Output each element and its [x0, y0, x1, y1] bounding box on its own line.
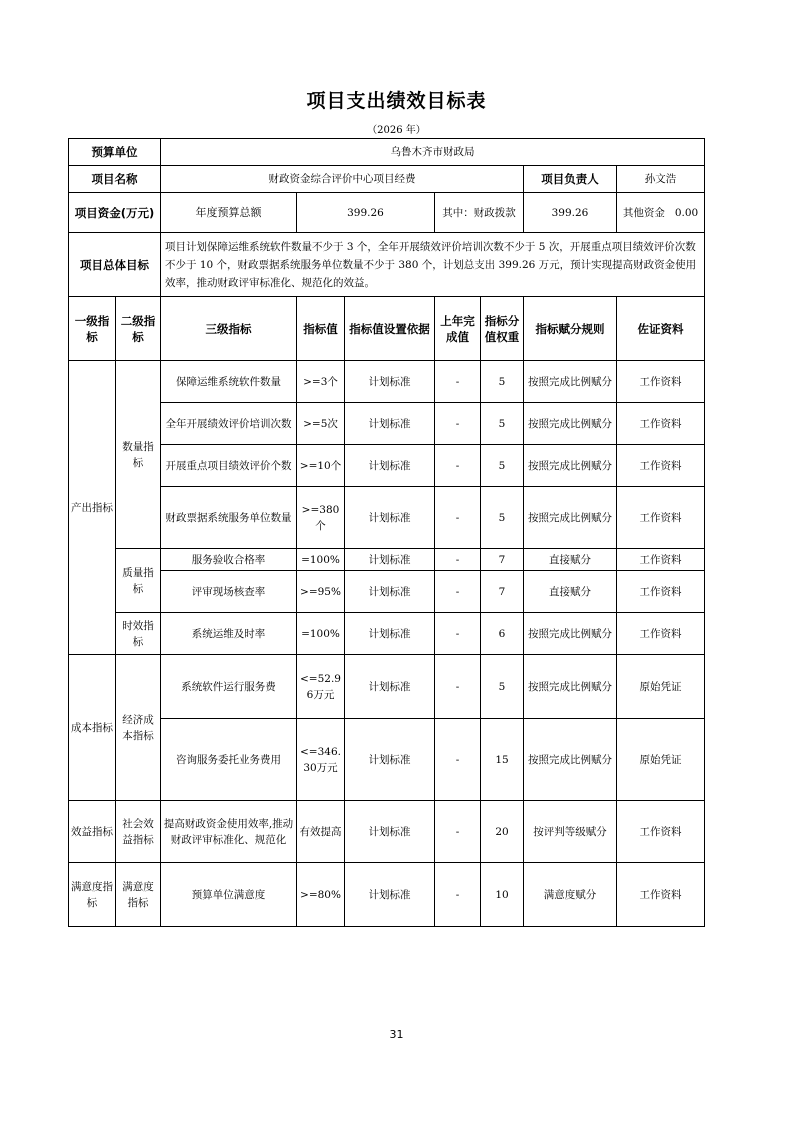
level2-timeliness: 时效指标: [116, 613, 161, 655]
indicator-evidence: 工作资料: [617, 487, 705, 549]
table-row: [69, 445, 705, 487]
indicator-rule: 按评判等级赋分: [524, 801, 617, 863]
indicator-basis: 计划标准: [345, 549, 435, 571]
indicator-rule: 按照完成比例赋分: [524, 361, 617, 403]
indicator-evidence: 工作资料: [617, 361, 705, 403]
indicator-evidence: 工作资料: [617, 571, 705, 613]
indicator-weight: 7: [481, 549, 524, 571]
indicator-evidence: 工作资料: [617, 613, 705, 655]
indicator-name: 保障运维系统软件数量: [161, 361, 297, 403]
indicator-value: >=10个: [297, 445, 345, 487]
indicator-weight: 7: [481, 571, 524, 613]
budget-unit-label: 预算单位: [69, 139, 161, 166]
indicator-evidence: 原始凭证: [617, 655, 705, 719]
indicator-weight: 20: [481, 801, 524, 863]
funds-row: [69, 193, 705, 233]
col-rule: 指标赋分规则: [524, 297, 617, 361]
col-basis: 指标值设置依据: [345, 297, 435, 361]
goal-label: 项目总体目标: [69, 233, 161, 297]
level1-output: 产出指标: [69, 361, 116, 655]
indicator-value: <=52.96万元: [297, 655, 345, 719]
indicator-value: =100%: [297, 549, 345, 571]
indicator-weight: 5: [481, 655, 524, 719]
indicator-name: 评审现场核查率: [161, 571, 297, 613]
table-row: [69, 361, 705, 403]
annual-total-label: 年度预算总额: [161, 193, 297, 233]
table-row: [69, 487, 705, 549]
budget-unit-value: 乌鲁木齐市财政局: [161, 139, 705, 166]
indicator-rule: 按照完成比例赋分: [524, 613, 617, 655]
indicator-prev: -: [435, 863, 481, 927]
indicator-evidence: 工作资料: [617, 403, 705, 445]
level2-economic: 经济成本指标: [116, 655, 161, 801]
indicator-weight: 6: [481, 613, 524, 655]
funds-label: 项目资金(万元): [69, 193, 161, 233]
col-evidence: 佐证资料: [617, 297, 705, 361]
project-name-row: [69, 166, 705, 193]
page-title: 项目支出绩效目标表: [306, 90, 487, 112]
performance-table: [68, 138, 705, 927]
indicator-basis: 计划标准: [345, 801, 435, 863]
level2-satisfaction: 满意度指标: [116, 863, 161, 927]
level1-satisfaction: 满意度指标: [69, 863, 116, 927]
indicator-prev: -: [435, 613, 481, 655]
indicator-basis: 计划标准: [345, 863, 435, 927]
indicator-rule: 按照完成比例赋分: [524, 655, 617, 719]
indicator-weight: 5: [481, 445, 524, 487]
table-row: [69, 613, 705, 655]
indicator-value: >=80%: [297, 863, 345, 927]
leader-value: 孙文浩: [617, 166, 705, 193]
indicator-value: 有效提高: [297, 801, 345, 863]
indicator-prev: -: [435, 655, 481, 719]
level1-cost: 成本指标: [69, 655, 116, 801]
indicator-prev: -: [435, 801, 481, 863]
indicator-evidence: 工作资料: [617, 863, 705, 927]
page-number: 31: [389, 1028, 404, 1041]
level2-social: 社会效益指标: [116, 801, 161, 863]
indicator-weight: 5: [481, 403, 524, 445]
indicator-basis: 计划标准: [345, 361, 435, 403]
project-name-value: 财政资金综合评价中心项目经费: [161, 166, 524, 193]
indicator-name: 服务验收合格率: [161, 549, 297, 571]
indicator-name: 系统运维及时率: [161, 613, 297, 655]
fiscal-value: 399.26: [524, 193, 617, 233]
indicator-name: 开展重点项目绩效评价个数: [161, 445, 297, 487]
indicator-rule: 直接赋分: [524, 549, 617, 571]
indicator-basis: 计划标准: [345, 719, 435, 801]
indicator-rule: 直接赋分: [524, 571, 617, 613]
col-level3: 三级指标: [161, 297, 297, 361]
indicator-rule: 满意度赋分: [524, 863, 617, 927]
indicator-name: 全年开展绩效评价培训次数: [161, 403, 297, 445]
indicator-name: 预算单位满意度: [161, 863, 297, 927]
indicator-rule: 按照完成比例赋分: [524, 719, 617, 801]
table-row: [69, 571, 705, 613]
indicator-weight: 5: [481, 487, 524, 549]
table-row: [69, 403, 705, 445]
indicator-value: >=5次: [297, 403, 345, 445]
table-row: [69, 719, 705, 801]
indicator-value: =100%: [297, 613, 345, 655]
indicator-prev: -: [435, 445, 481, 487]
indicator-basis: 计划标准: [345, 655, 435, 719]
indicator-value: >=380个: [297, 487, 345, 549]
annual-total-value: 399.26: [297, 193, 435, 233]
col-weight: 指标分值权重: [481, 297, 524, 361]
indicator-rule: 按照完成比例赋分: [524, 403, 617, 445]
leader-label: 项目负责人: [524, 166, 617, 193]
indicator-basis: 计划标准: [345, 445, 435, 487]
indicator-name: 财政票据系统服务单位数量: [161, 487, 297, 549]
table-row: [69, 801, 705, 863]
indicator-rule: 按照完成比例赋分: [524, 445, 617, 487]
other-label: 其他资金: [622, 206, 665, 219]
indicator-evidence: 工作资料: [617, 445, 705, 487]
indicator-basis: 计划标准: [345, 487, 435, 549]
indicator-prev: -: [435, 361, 481, 403]
budget-unit-row: [69, 139, 705, 166]
indicator-basis: 计划标准: [345, 571, 435, 613]
col-level2: 二级指标: [116, 297, 161, 361]
level1-benefit: 效益指标: [69, 801, 116, 863]
indicator-name: 系统软件运行服务费: [161, 655, 297, 719]
col-prev: 上年完成值: [435, 297, 481, 361]
indicator-name: 咨询服务委托业务费用: [161, 719, 297, 801]
indicator-name: 提高财政资金使用效率,推动财政评审标准化、规范化: [161, 801, 297, 863]
indicator-value: >=95%: [297, 571, 345, 613]
table-row: [69, 549, 705, 571]
year-label: （2026 年）: [367, 125, 426, 136]
goal-row: [69, 233, 705, 297]
indicator-rule: 按照完成比例赋分: [524, 487, 617, 549]
indicator-weight: 15: [481, 719, 524, 801]
table-row: [69, 655, 705, 719]
indicator-evidence: 工作资料: [617, 549, 705, 571]
other-value: 0.00: [674, 206, 699, 219]
indicator-value: >=3个: [297, 361, 345, 403]
indicator-evidence: 原始凭证: [617, 719, 705, 801]
project-name-label: 项目名称: [69, 166, 161, 193]
goal-text: 项目计划保障运维系统软件数量不少于 3 个，全年开展绩效评价培训次数不少于 5 次，开展重点项目绩效评价次数不少于 10 个，财政票据系统服务单位数量不少于 380 个，计划总支出 399.26 万元，预计实现提高财政资金使用效率，推动财政评审标准化、规范化的效益。: [161, 233, 705, 297]
indicator-prev: -: [435, 487, 481, 549]
indicator-prev: -: [435, 403, 481, 445]
indicator-basis: 计划标准: [345, 403, 435, 445]
indicator-evidence: 工作资料: [617, 801, 705, 863]
indicator-weight: 5: [481, 361, 524, 403]
indicator-prev: -: [435, 719, 481, 801]
indicator-prev: -: [435, 571, 481, 613]
level2-quantity: 数量指标: [116, 361, 161, 549]
level2-quality: 质量指标: [116, 549, 161, 613]
fiscal-label: 其中：财政拨款: [435, 193, 524, 233]
column-header-row: [69, 297, 705, 361]
col-level1: 一级指标: [69, 297, 116, 361]
indicator-weight: 10: [481, 863, 524, 927]
indicator-value: <=346.30万元: [297, 719, 345, 801]
indicator-prev: -: [435, 549, 481, 571]
table-row: [69, 863, 705, 927]
col-value: 指标值: [297, 297, 345, 361]
other-funds-cell: [617, 193, 705, 233]
indicator-basis: 计划标准: [345, 613, 435, 655]
